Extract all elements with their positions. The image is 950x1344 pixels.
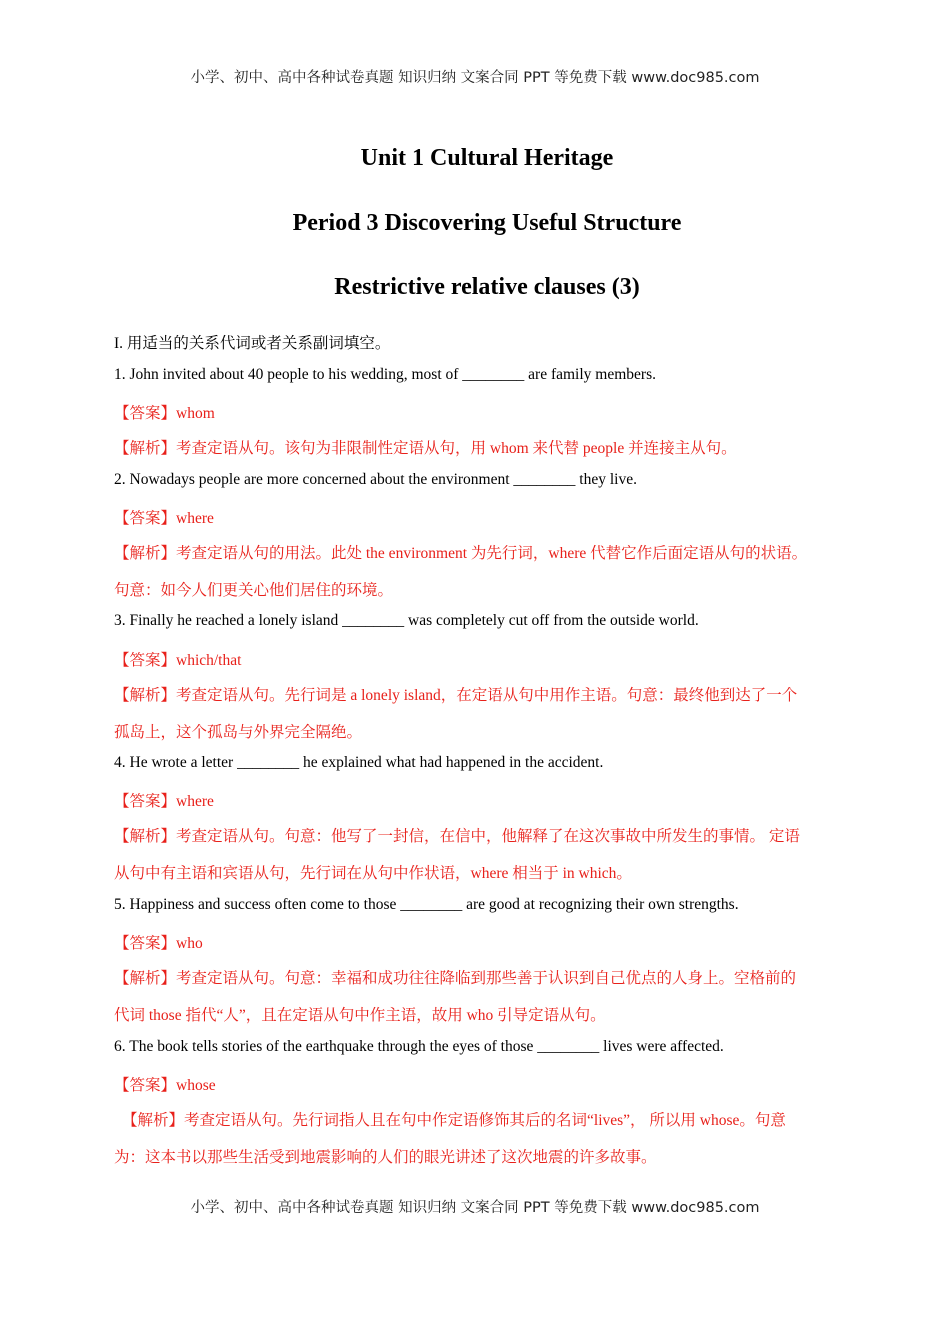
analysis-6-line-2: 为：这本书以那些生活受到地震影响的人们的眼光讲述了这次地震的许多故事。 (114, 1149, 657, 1166)
topic-title: Restrictive relative clauses (3) (334, 274, 640, 300)
answer-4: 【答案】where (114, 793, 214, 810)
question-2: 2. Nowadays people are more concerned about the environment ________ they live. (114, 471, 637, 488)
question-4: 4. He wrote a letter ________ he explained what had happened in the accident. (114, 754, 604, 771)
question-1: 1. John invited about 40 people to his wedding, most of ________ are family members. (114, 366, 656, 383)
answer-6: 【答案】whose (114, 1077, 216, 1094)
analysis-3-line-2: 孤岛上，这个孤岛与外界完全隔绝。 (114, 724, 363, 741)
analysis-5-line-1: 【解析】考查定语从句。句意：幸福和成功往往降临到那些善于认识到自己优点的人身上。空格前的 (114, 970, 797, 987)
unit-title: Unit 1 Cultural Heritage (360, 145, 614, 171)
page-header: 小学、初中、高中各种试卷真题 知识归纳 文案合同 PPT 等免费下载 www.doc985.com (190, 70, 760, 86)
answer-3: 【答案】which/that (114, 652, 242, 669)
question-6: 6. The book tells stories of the earthquake through the eyes of those ________ lives were affected. (114, 1038, 724, 1055)
question-5: 5. Happiness and success often come to those ________ are good at recognizing their own strengths. (114, 896, 739, 913)
period-title: Period 3 Discovering Useful Structure (292, 210, 682, 236)
analysis-4-line-2: 从句中有主语和宾语从句，先行词在从句中作状语，where 相当于 in which。 (114, 865, 632, 882)
section-heading: I. 用适当的关系代词或者关系副词填空。 (114, 335, 391, 352)
analysis-2-line-1: 【解析】考查定语从句的用法。此处 the environment 为先行词，where 代替它作后面定语从句的状语。 (114, 545, 808, 562)
analysis-5-line-2: 代词 those 指代“人”，且在定语从句中作主语，故用 who 引导定语从句。 (114, 1007, 606, 1024)
analysis-2-line-2: 句意：如今人们更关心他们居住的环境。 (114, 582, 394, 599)
analysis-6-line-1: 【解析】考查定语从句。先行词指人且在句中作定语修饰其后的名词“lives”， 所以用 whose。句意 (122, 1112, 786, 1129)
answer-2: 【答案】where (114, 510, 214, 527)
answer-1: 【答案】whom (114, 405, 215, 422)
question-3: 3. Finally he reached a lonely island ________ was completely cut off from the outside world. (114, 612, 699, 629)
analysis-4-line-1: 【解析】考查定语从句。句意：他写了一封信，在信中，他解释了在这次事故中所发生的事情。 定语 (114, 828, 800, 845)
page-footer: 小学、初中、高中各种试卷真题 知识归纳 文案合同 PPT 等免费下载 www.doc985.com (190, 1200, 760, 1216)
answer-5: 【答案】who (114, 935, 203, 952)
analysis-3-line-1: 【解析】考查定语从句。先行词是 a lonely island，在定语从句中用作主语。句意：最终他到达了一个 (114, 687, 798, 704)
analysis-1-line-1: 【解析】考查定语从句。该句为非限制性定语从句，用 whom 来代替 people 并连接主从句。 (114, 440, 737, 457)
